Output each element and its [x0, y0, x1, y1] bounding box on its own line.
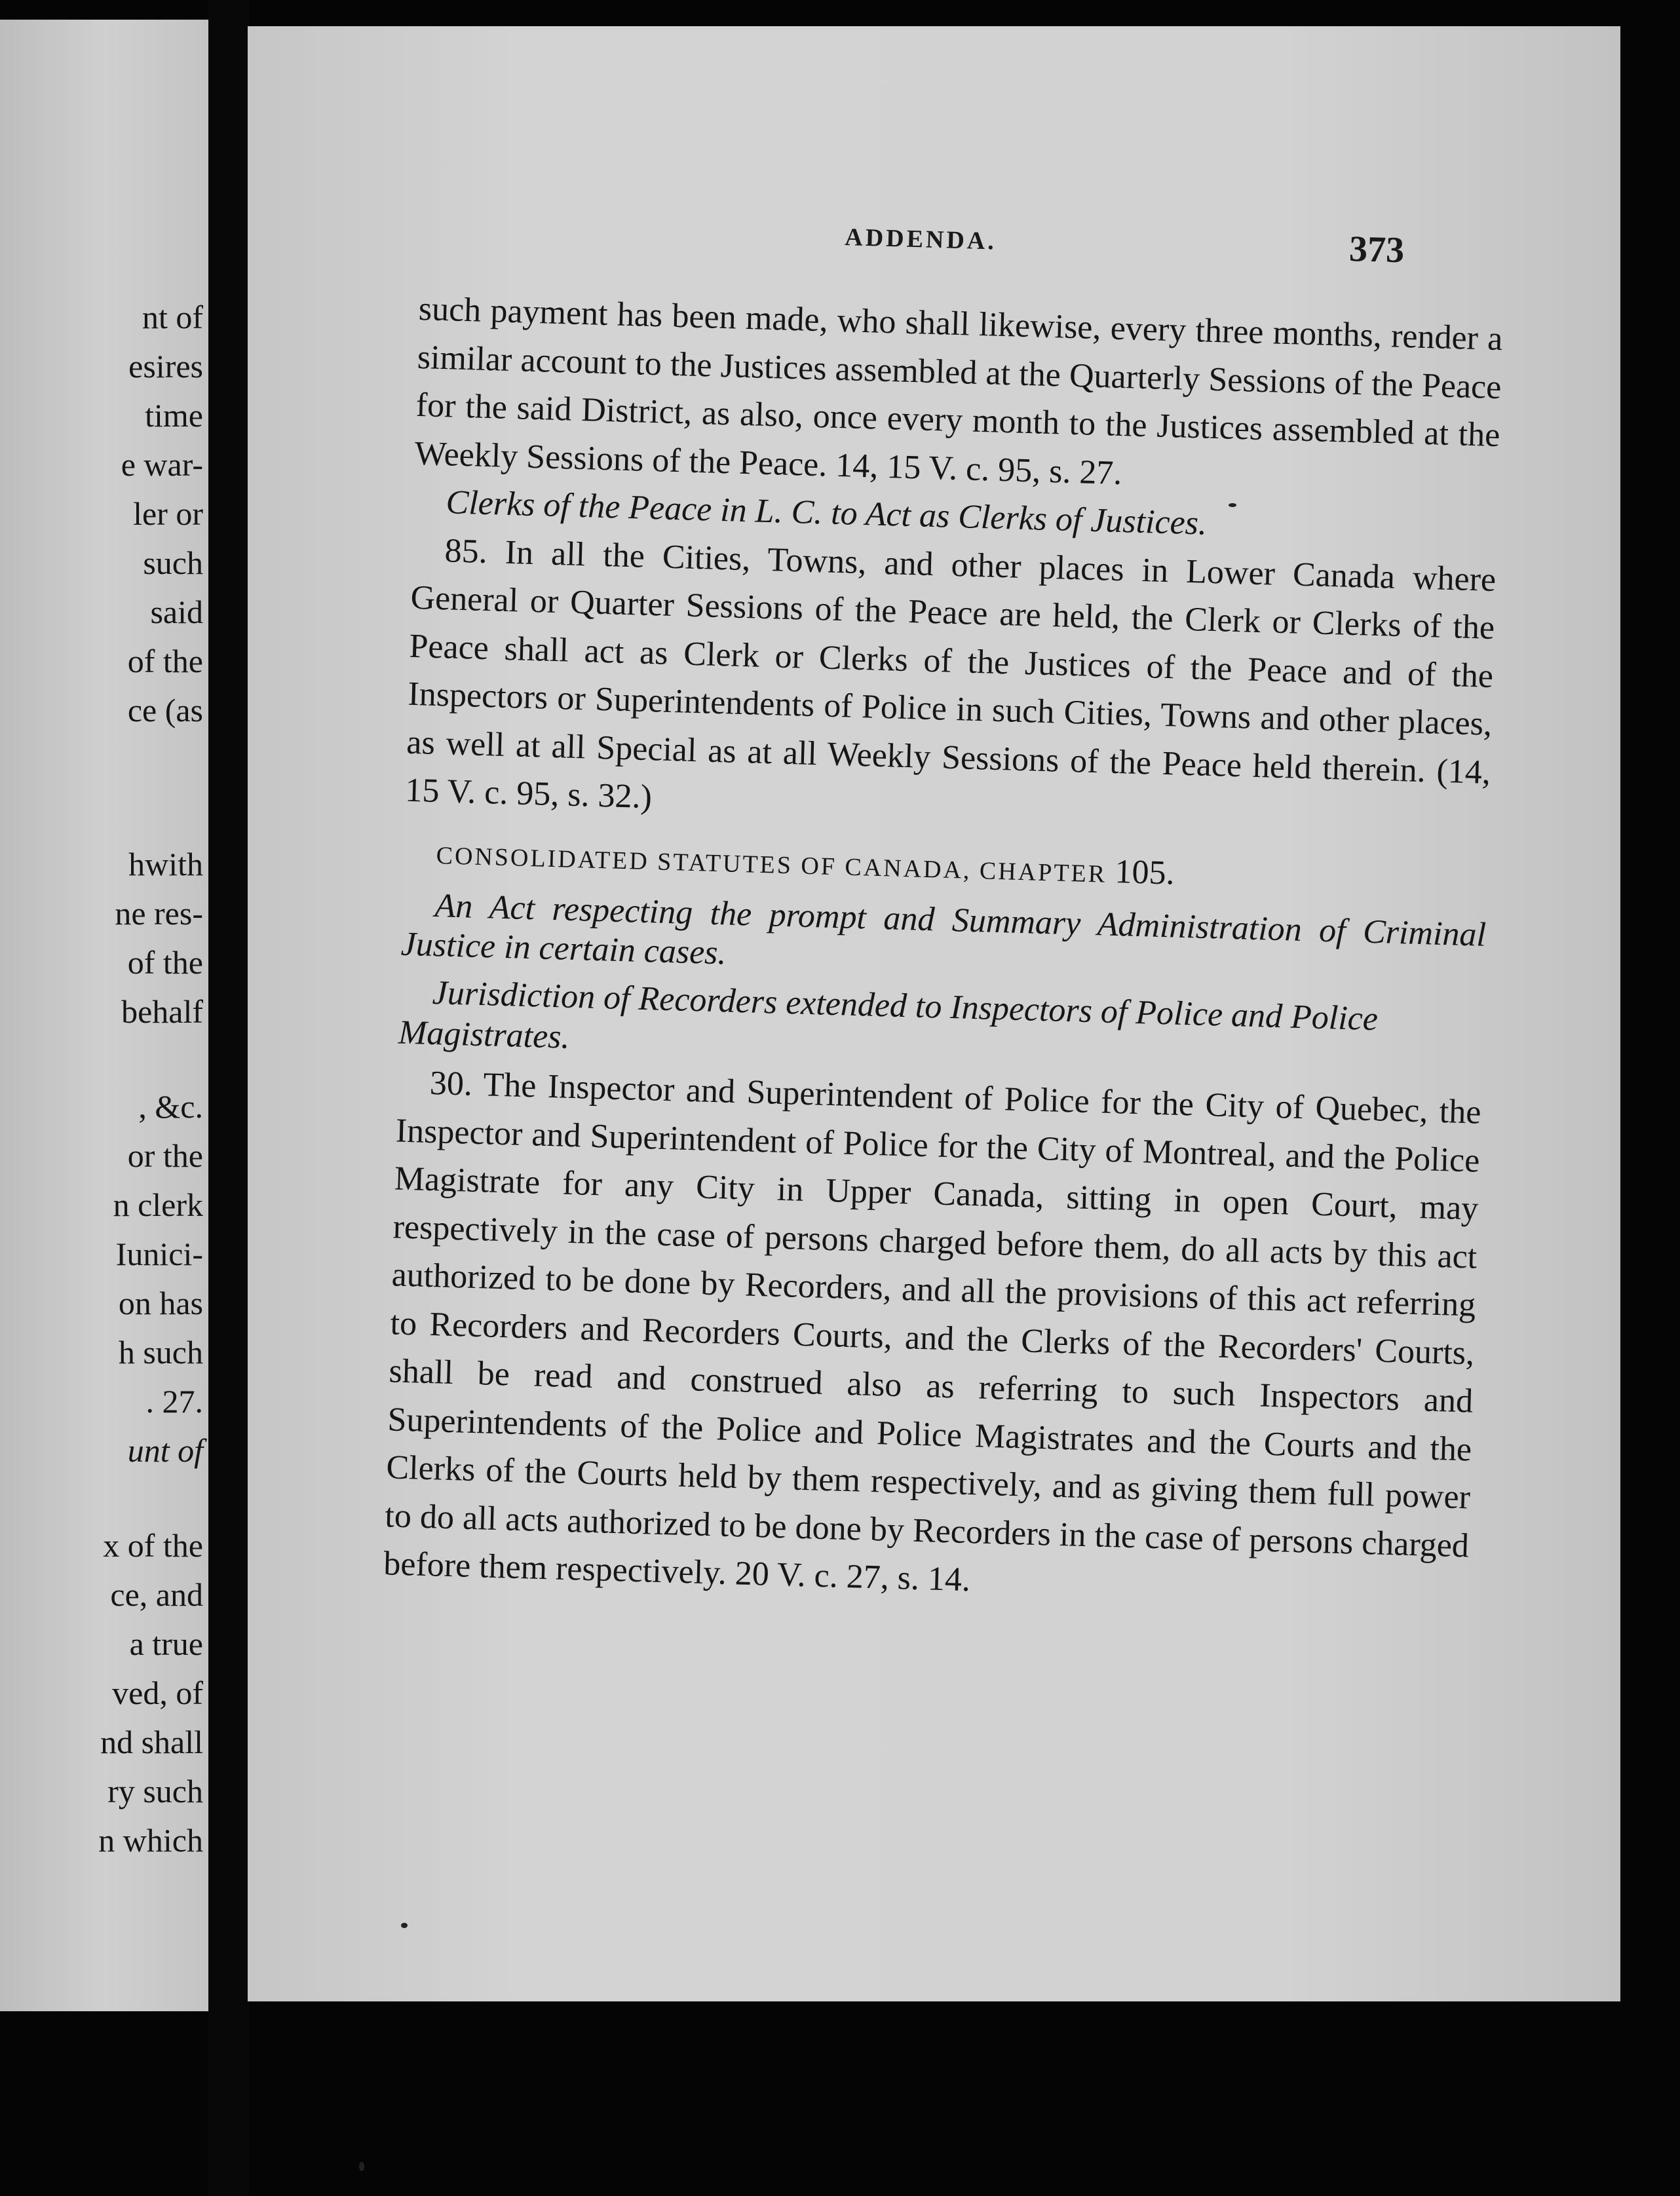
previous-page-line: h such — [118, 1334, 203, 1371]
previous-page-line: ne res- — [115, 895, 203, 932]
previous-page-line: on has — [118, 1285, 203, 1321]
previous-page-line: ce (as — [127, 692, 203, 729]
section-heading-jurisdiction: Jurisdiction of Recorders extended to Inspectors of Police and Police Magistrates. — [398, 974, 1379, 1056]
previous-page-line: ce, and — [110, 1576, 203, 1613]
previous-page-line: ler or — [133, 495, 203, 532]
act-title: An Act respecting the prompt and Summary Administration of Criminal Justice in certain cases. — [400, 887, 1487, 972]
dust-speck — [401, 1923, 408, 1928]
previous-page-line: behalf — [121, 993, 203, 1030]
page-number: 373 — [1348, 228, 1405, 271]
paragraph-continuation: such payment has been made, who shall likewise, every three months, render a similar account to the Justices assembled at the Quarterly Sessions of the Peace for the said District, as also, once every month to the Justices assembled at the Weekly Sessions of the Peace. 14, 15 V. c. 95, s. 27. — [414, 290, 1504, 492]
dust-speck — [1229, 503, 1236, 507]
section-30: 30. The Inspector and Superintendent of Police for the City of Quebec, the Inspector and Superintendent of Police for the City of Montreal, and the Police Magistrate for any City in Upper Canada, sitting in open Court, may respectively in the case of persons charged before them, do all acts by this act authorized to be done by Recorders, and all the provisions of this act referring to Recorders and Recorders Courts, and the Clerks of the Recorders' Courts, shall be read and construed also as referring to such Inspectors and Superintendents of the Police and Police Magistrates and the Courts and the Clerks of the Courts held by them respectively, and as giving them full power to do all acts authorized to be done by Recorders in the case of persons charged before them respectively. 20 V. c. 27, s. 14. — [383, 1064, 1482, 1599]
previous-page-line: ved, of — [112, 1675, 203, 1711]
previous-page-line: such — [143, 544, 203, 581]
previous-page-line: of the — [127, 944, 203, 981]
running-head: ADDENDA. — [844, 223, 997, 256]
chapter-number: 105. — [1114, 852, 1175, 892]
upper-text-block — [383, 285, 1503, 1618]
section-85: 85. In all the Cities, Towns, and other places in Lower Canada where General or Quarter Sessions of the Peace are held, the Clerk or Clerks of the Peace shall act as Clerk or Clerks of the Justices of the Peace and of the Inspectors or Superintendents of Police in such Cities, Towns and other places, as well at all Special as at all Weekly Sessions of the Peace held therein. (14, 15 V. c. 95, s. 32.) — [404, 531, 1497, 816]
previous-page-line: of the — [127, 643, 203, 679]
previous-page-line: n clerk — [113, 1186, 203, 1223]
previous-page-line: nd shall — [100, 1724, 203, 1760]
previous-page-line: n which — [98, 1822, 203, 1859]
previous-page-line: hwith — [128, 846, 203, 882]
chapter-heading-text: CONSOLIDATED STATUTES OF CANADA, CHAPTER — [436, 841, 1107, 888]
book-gutter — [208, 0, 249, 2196]
previous-page-line: time — [145, 397, 203, 434]
previous-page-line: unt of — [127, 1432, 203, 1469]
previous-page-line: , &c. — [138, 1088, 203, 1125]
previous-page-fragment — [0, 20, 208, 2011]
previous-page-line: or the — [127, 1137, 203, 1174]
section-heading-clerks: Clerks of the Peace in L. C. to Act as Clerks of Justices. — [445, 483, 1208, 542]
previous-page-line: Iunici- — [115, 1236, 203, 1272]
previous-page-line: . 27. — [145, 1383, 203, 1420]
previous-page-line: nt of — [142, 299, 203, 335]
previous-page-line: a true — [129, 1625, 203, 1662]
dust-speck — [359, 2162, 364, 2171]
previous-page-line: said — [150, 594, 203, 630]
previous-page-line: esires — [128, 348, 203, 385]
previous-page-line: e war- — [121, 446, 203, 483]
previous-page-line: ry such — [107, 1773, 203, 1809]
previous-page-line: x of the — [103, 1527, 203, 1564]
